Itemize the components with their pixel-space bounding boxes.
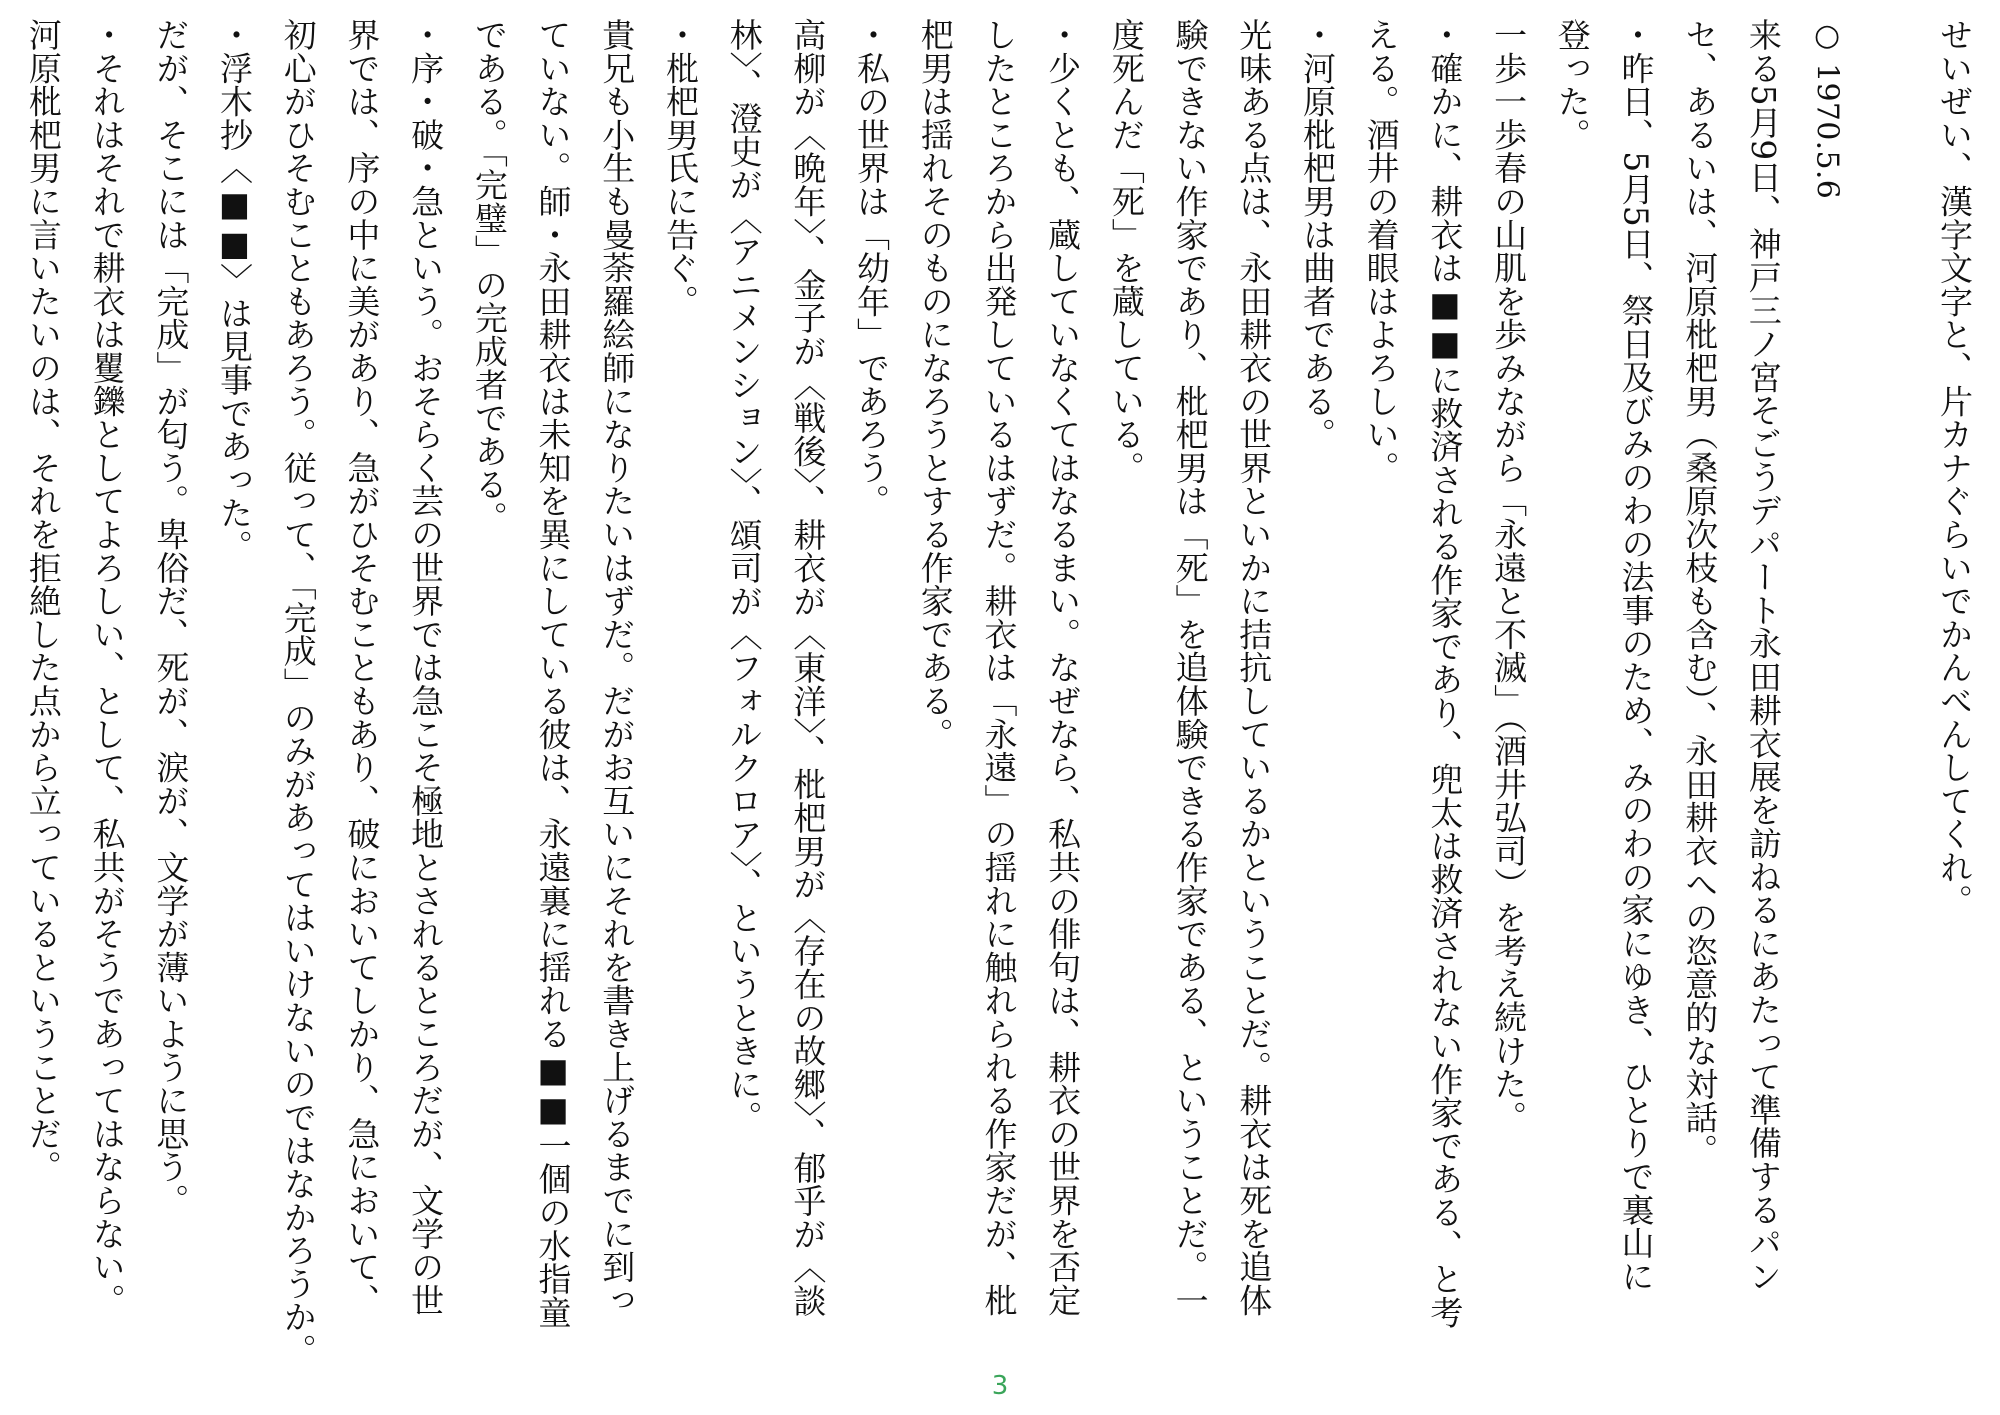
text-line-blank xyxy=(1859,18,1923,1358)
text-line: である。「完璧」の完成者である。 xyxy=(469,18,509,535)
text-line: 光味ある点は、永田耕衣の世界といかに拮抗しているかということだ。耕衣は死を追体 xyxy=(1234,18,1274,1317)
text-line: ・私の世界は「幼年」であろう。 xyxy=(852,18,892,518)
text-line: 高柳が〈晩年〉、金子が〈戦後〉、耕衣が〈東洋〉、枇杷男が〈存在の故郷〉、郁乎が〈談 xyxy=(788,18,828,1318)
text-line: 登った。 xyxy=(1552,18,1592,152)
date-heading: ○ 1970.5.6 xyxy=(1809,18,1845,200)
text-line: 度死んだ「死」を蔵している。 xyxy=(1106,18,1146,485)
text-line: 一歩一歩春の山肌を歩みながら「永遠と不滅」（酒井弘司）を考え続けた。 xyxy=(1489,18,1529,1134)
text-line: 界では、序の中に美があり、急がひそむこともあり、破においてしかり、急において、 xyxy=(342,18,382,1317)
text-line: 初心がひそむこともあろう。従って、「完成」のみがあってはいけないのではなかろうか。 xyxy=(278,18,318,1367)
text-line: 貴兄も小生も曼荼羅絵師になりたいはずだ。だがお互いにそれを書き上げるまでに到っ xyxy=(597,18,637,1317)
text-line: ・枇杷男氏に告ぐ。 xyxy=(660,18,700,318)
text-line: ・昨日、5月5日、祭日及びみのわの法事のため、みのわの家にゆき、ひとりで裏山に xyxy=(1616,18,1656,1293)
text-line: せいぜい、漢字文字と、片カナぐらいでかんべんしてくれ。 xyxy=(1935,18,1974,918)
text-line: 河原枇杷男に言いたいのは、それを拒絶した点から立っているということだ。 xyxy=(23,18,63,1184)
text-line: 来る5月9日、神戸三ノ宮そごうデパート永田耕衣展を訪ねるにあたって準備するパン xyxy=(1743,18,1783,1293)
text-line: ・少くとも、蔵していなくてはなるまい。なぜなら、私共の俳句は、耕衣の世界を否定 xyxy=(1043,18,1083,1317)
text-line: ・河原枇杷男は曲者である。 xyxy=(1297,18,1337,451)
text-line: 験できない作家であり、枇杷男は「死」を追体験できる作家である、ということだ。一 xyxy=(1170,18,1210,1317)
text-line: える。酒井の着眼はよろしい。 xyxy=(1361,18,1401,485)
text-line: セ、あるいは、河原枇杷男（桑原次枝も含む）、永田耕衣への恣意的な対話。 xyxy=(1680,18,1720,1167)
text-line: 杷男は揺れそのものになろうとする作家である。 xyxy=(915,18,955,751)
text-line: したところから出発しているはずだ。耕衣は「永遠」の揺れに触れられる作家だが、枇 xyxy=(979,18,1019,1317)
text-line: ていない。師・永田耕衣は未知を異にしている彼は、永遠裏に揺れる■■一個の水指童 xyxy=(533,18,573,1329)
text-line: ・序・破・急という。おそらく芸の世界では急こそ極地とされるところだが、文学の世 xyxy=(406,18,446,1317)
vertical-text-body xyxy=(6,18,1986,1367)
page-number: 3 xyxy=(991,1371,1009,1401)
text-line: 林〉、澄史が〈アニメンション〉、頌司が〈フォルクロア〉、というときに。 xyxy=(724,18,764,1134)
text-line: ・浮木抄〈■■〉は見事であった。 xyxy=(215,18,255,563)
text-line: ・確かに、耕衣は■■に救済される作家であり、兜太は救済されない作家である、と考 xyxy=(1425,18,1465,1329)
text-line: ・それはそれで耕衣は矍鑠としてよろしい、として、私共がそうであってはならない。 xyxy=(87,18,127,1317)
text-line: だが、そこには「完成」が匂う。卑俗だ、死が、涙が、文学が薄いように思う。 xyxy=(151,18,191,1217)
